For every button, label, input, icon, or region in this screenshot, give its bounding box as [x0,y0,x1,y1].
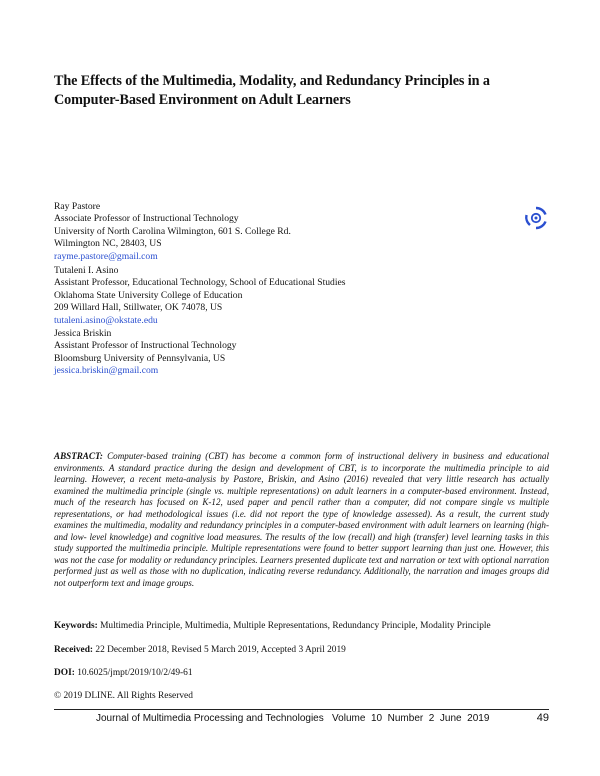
author-email-link[interactable]: tutaleni.asino@okstate.edu [54,314,158,326]
received-label: Received: [54,645,94,655]
author-email-link[interactable]: rayme.pastore@gmail.com [54,250,158,262]
page-footer [96,712,549,724]
paper-title: The Effects of the Multimedia, Modality, and Redundancy Principles in a Computer-Based Environment on Adult Learners [54,73,490,108]
footer-journal: Journal of Multimedia Processing and Technologies Volume 10 Number 2 June 2019 [96,713,490,724]
keywords-text: Multimedia Principle, Multimedia, Multiple Representations, Redundancy Principle, Modality Principle [97,621,491,631]
author-affiliation: University of North Carolina Wilmington, 601 S. College Rd. [54,225,291,237]
author-name: Jessica Briskin [54,328,112,339]
crossmark-logo-icon[interactable] [523,205,549,231]
author-affiliation: Oklahoma State University College of Education [54,289,243,301]
copyright: © 2019 DLINE. All Rights Reserved [54,691,193,701]
page-number: 49 [536,712,549,724]
doi [54,667,193,679]
author-block-2 [54,265,346,327]
doi-text: 10.6025/jmpt/2019/10/2/49-61 [74,668,193,678]
author-affiliation: Bloomsburg University of Pennsylvania, US [54,352,226,364]
author-position: Assistant Professor, Educational Technology, School of Educational Studies [54,277,346,289]
received-dates [54,644,346,656]
author-address: 209 Willard Hall, Stillwater, OK 74078, US [54,302,223,314]
author-block-3 [54,328,236,378]
author-email-link[interactable]: jessica.briskin@gmail.com [54,365,159,377]
abstract-text: Computer-based training (CBT) has become a common form of instructional delivery in business and educational environments. A standard practice during the design and development of CBT, is to incorporate the multimedia principle to aid learning. However, a recent meta-analysis by Pastore, Briskin, and Asino (2016) revealed that very little research has actually examined the multimedia principle (single vs. multiple representations) on adult learners in a computer-based environment. Instead, much of the research has focused on K-12, used paper and pencil rather than a computer, did not compare single vs multiple representations, or had methodological issues (i.e. did not report the type of knowledge assessed). As a result, the current study examines the multimedia, modality and redundancy principles in a computer-based environment with adult learners on learning (high- and low- level knowledge) and cognitive load measures. The results of the low (recall) and high (transfer) level learning tasks in this study supported the multimedia principle. Multiple representations were found to better support learning than just one. However, this was not the case for modality or redundancy principles. Learners presented duplicate text and narration or text with optional narration performed just as well as those with no duplication, indicating reverse redundancy. Additionally, the narration and images groups did not outperform text and image groups. [54,451,549,589]
abstract [54,451,549,590]
keywords-label: Keywords: [54,621,98,631]
author-name: Tutaleni I. Asino [54,265,119,276]
author-name: Ray Pastore [54,201,101,212]
author-address: Wilmington NC, 28403, US [54,238,162,250]
author-position: Associate Professor of Instructional Technology [54,213,239,225]
abstract-label: ABSTRACT: [54,451,103,461]
doi-label: DOI: [54,668,75,678]
footer-divider [54,709,549,710]
author-block-1 [54,201,291,263]
author-position: Assistant Professor of Instructional Technology [54,340,237,352]
received-text: 22 December 2018, Revised 5 March 2019, Accepted 3 April 2019 [93,645,346,655]
keywords [54,620,491,632]
